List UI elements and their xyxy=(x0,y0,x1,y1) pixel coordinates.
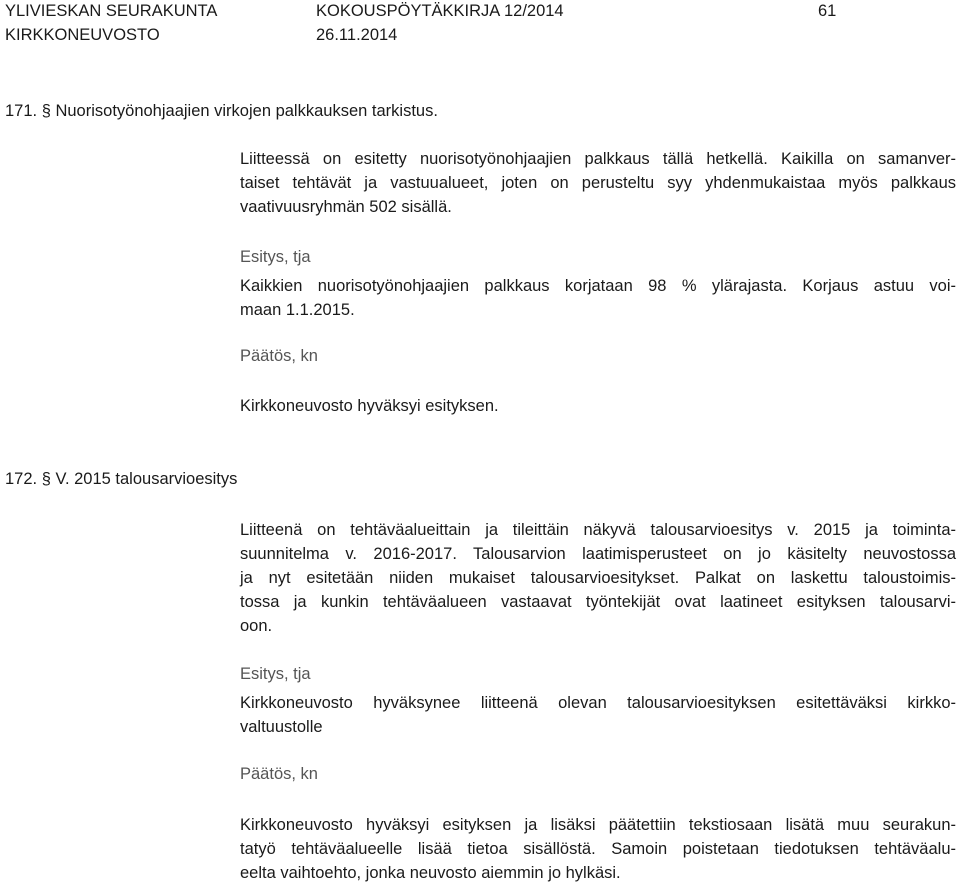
text-line: vaativuusryhmän 502 sisällä. xyxy=(240,198,452,216)
text-line: suunnitelma v. 2016-2017. Talousarvion laatimisperusteet on jo käsitelty neuvostossa xyxy=(240,545,956,563)
text-line: Kaikkien nuorisotyönohjaajien palkkaus korjataan 98 % ylärajasta. Korjaus astuu voi- xyxy=(240,277,956,295)
text-line: oon. xyxy=(240,617,273,635)
text-line: Kirkkoneuvosto hyväksyi esityksen ja lisäksi päätettiin tekstiosaan lisätä muu seurakun- xyxy=(240,816,956,834)
text-line: maan 1.1.2015. xyxy=(240,301,355,319)
text-line: valtuustolle xyxy=(240,718,323,736)
section-171-intro xyxy=(240,147,956,219)
section-171-decision-label: Päätös, kn xyxy=(240,347,318,365)
text-line: Liitteenä on tehtäväalueittain ja tileittäin näkyvä talousarvioesitys v. 2015 ja toiminta- xyxy=(240,521,956,539)
section-172-proposal-label: Esitys, tja xyxy=(240,665,311,683)
text-line: Kirkkoneuvosto hyväksynee liitteenä olevan talousarvioesityksen esitettäväksi kirkko- xyxy=(240,694,956,712)
document-title: KOKOUSPÖYTÄKKIRJA 12/2014 xyxy=(316,2,564,20)
text-line: ja nyt esitetään niiden mukaiset talousarvioesitykset. Palkat on laskettu taloustoimis- xyxy=(240,569,956,587)
organization-name: YLIVIESKAN SEURAKUNTA xyxy=(5,2,218,20)
section-171-decision-text: Kirkkoneuvosto hyväksyi esityksen. xyxy=(240,397,499,415)
section-172-decision xyxy=(240,813,956,885)
text-line: tossa ja kunkin tehtäväalueen vastaavat työntekijät ovat laatineet esityksen talousarvi- xyxy=(240,593,956,611)
text-line: taiset tehtävät ja vastuualueet, joten on perusteltu syy yhdenmukaistaa myös palkkaus xyxy=(240,174,956,192)
page-number: 61 xyxy=(818,2,837,20)
section-172-decision-label: Päätös, kn xyxy=(240,765,318,783)
text-line: Liitteessä on esitetty nuorisotyönohjaajien palkkaus tällä hetkellä. Kaikilla on samanver- xyxy=(240,150,956,168)
section-172-heading: 172. § V. 2015 talousarvioesitys xyxy=(5,470,238,488)
organization-body: KIRKKONEUVOSTO xyxy=(5,26,160,44)
section-171-proposal-label: Esitys, tja xyxy=(240,248,311,266)
text-line: tatyö tehtäväalueelle lisää tietoa sisällöstä. Samoin poistetaan tiedotuksen tehtäväalu- xyxy=(240,840,956,858)
section-171-proposal xyxy=(240,274,956,322)
section-171-heading: 171. § Nuorisotyönohjaajien virkojen palkkauksen tarkistus. xyxy=(5,102,438,120)
section-172-proposal xyxy=(240,691,956,739)
meeting-date: 26.11.2014 xyxy=(316,26,398,44)
section-172-intro xyxy=(240,518,956,638)
text-line: eelta vaihtoehto, jonka neuvosto aiemmin jo hylkäsi. xyxy=(240,864,621,882)
